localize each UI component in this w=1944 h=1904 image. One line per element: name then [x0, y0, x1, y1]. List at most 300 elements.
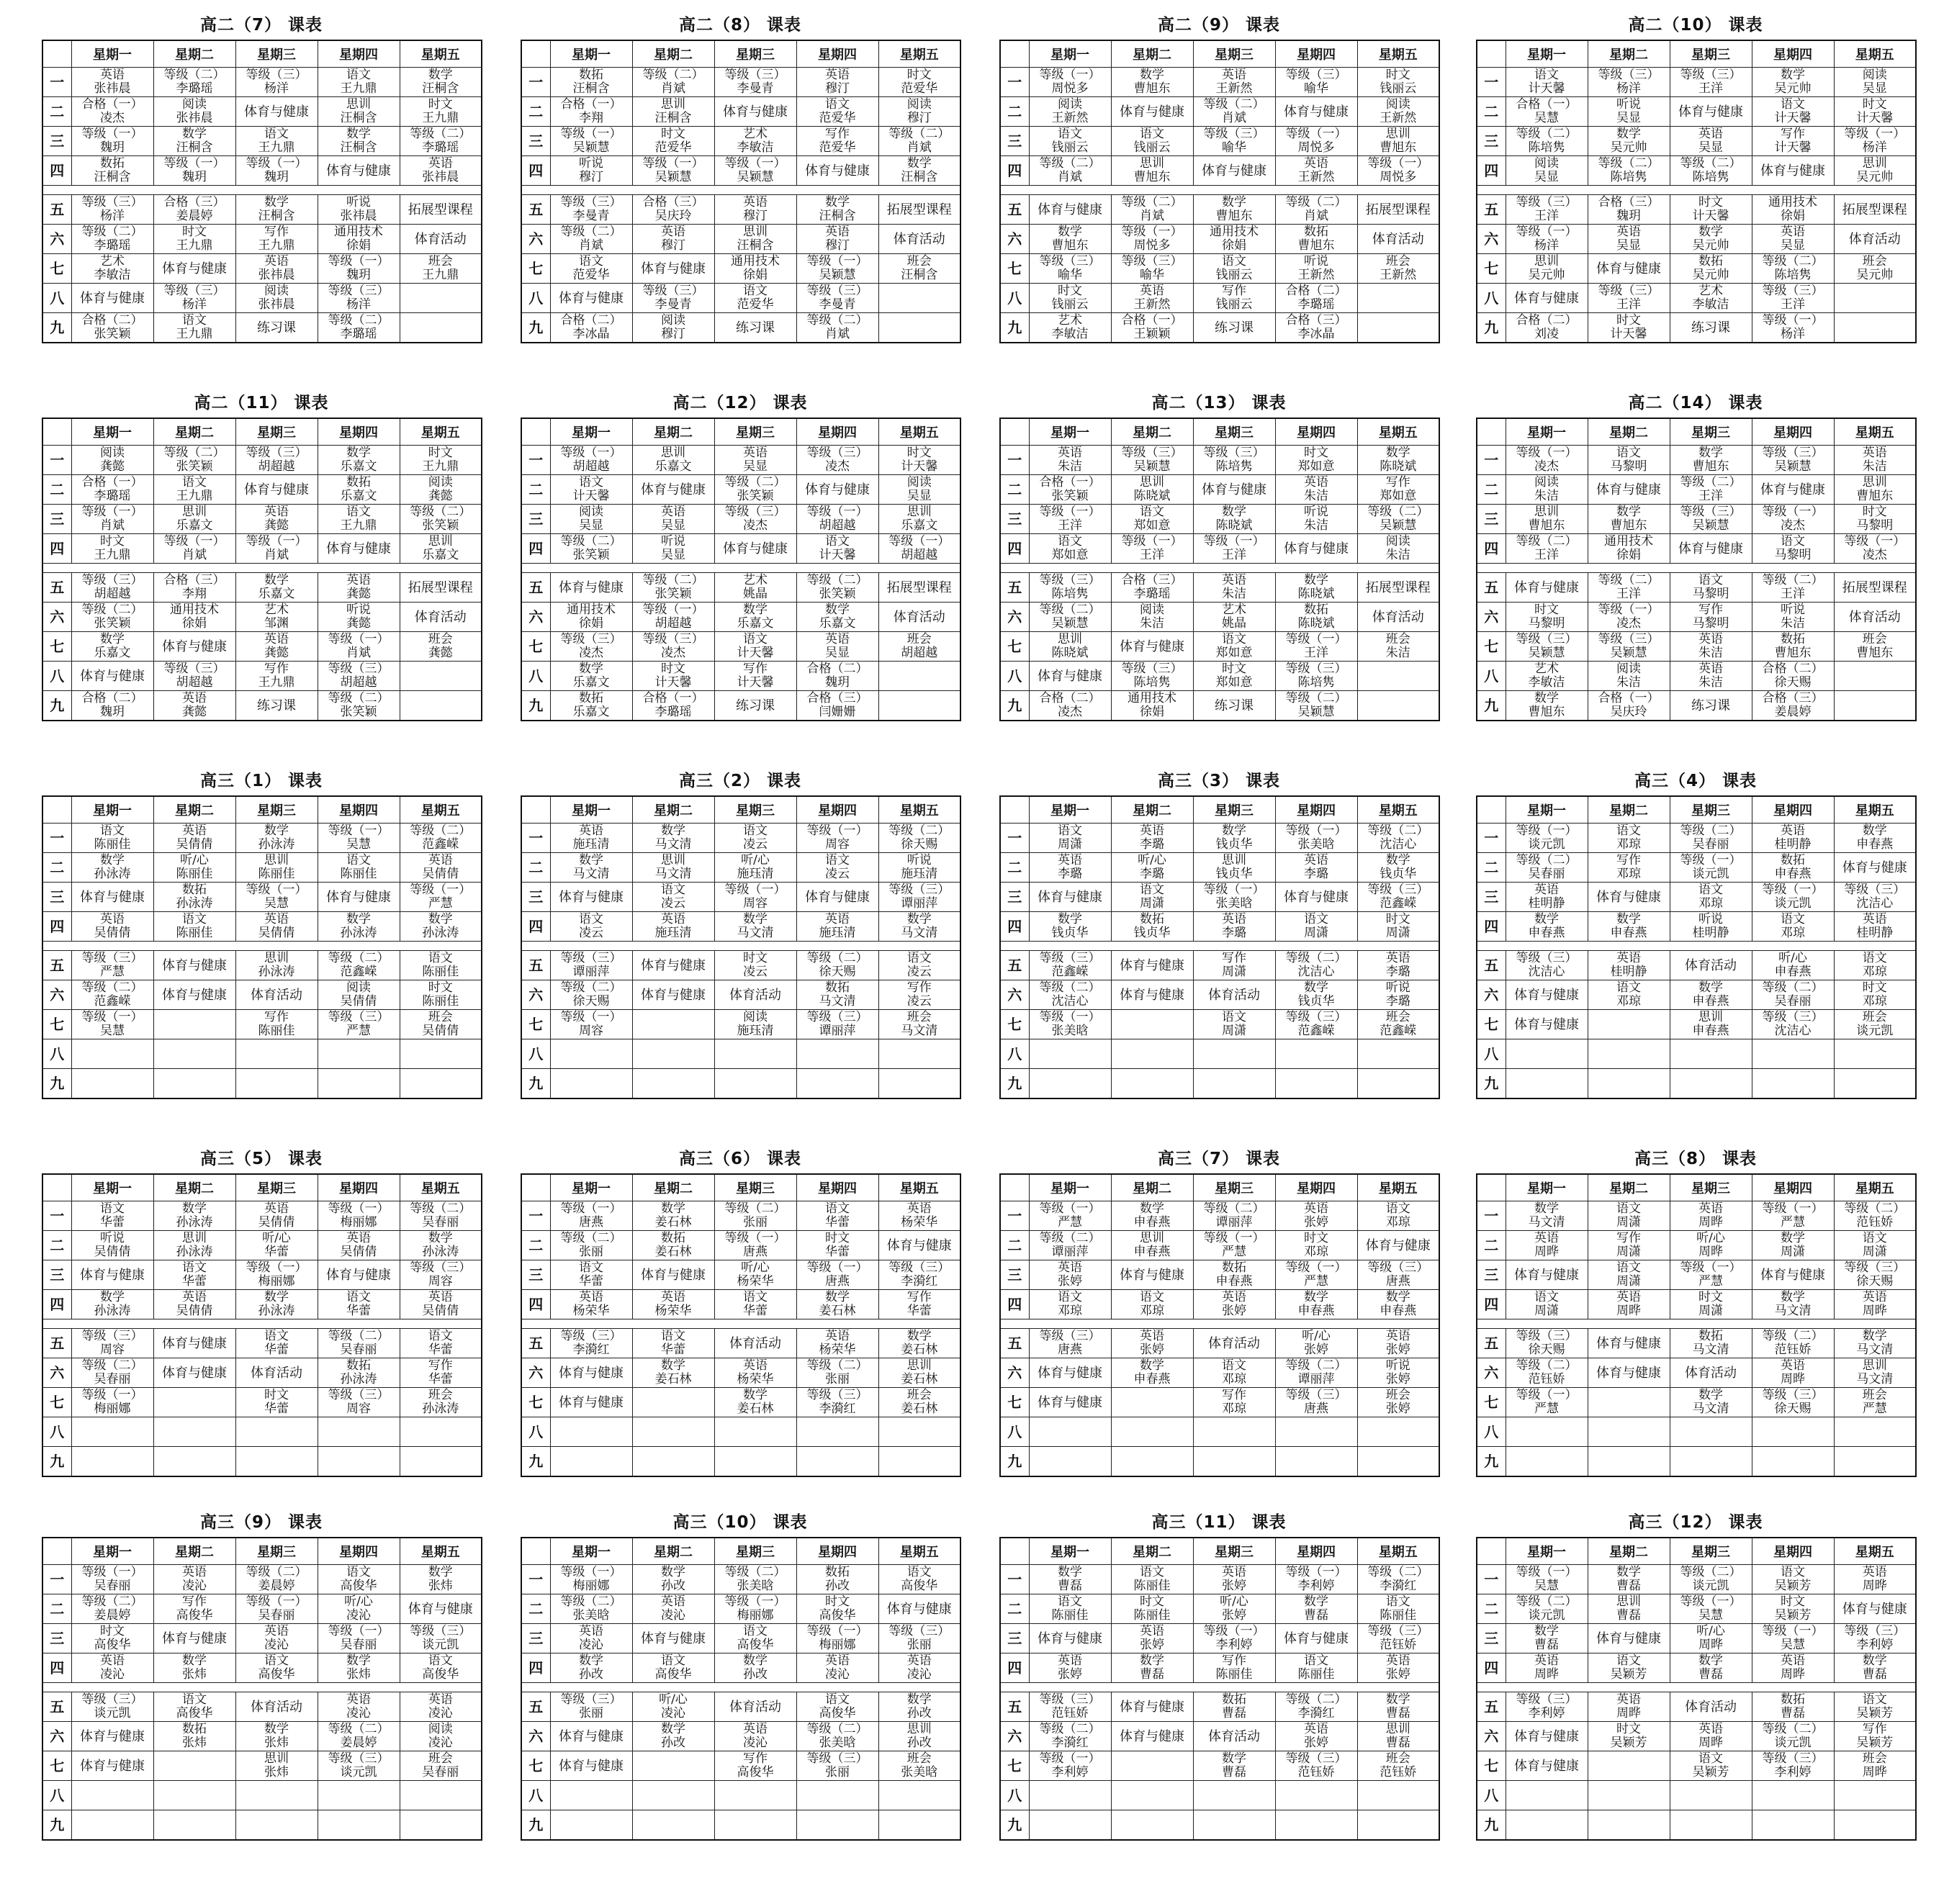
lesson-cell: [796, 225, 878, 254]
lesson-teacher: 钱丽云: [1051, 297, 1089, 312]
day-header: 星期一: [1029, 40, 1111, 68]
lesson-subject: 思训: [1534, 254, 1559, 269]
lesson-subject: 艺术: [1058, 313, 1082, 328]
period-row: [42, 1653, 482, 1683]
lesson-cell: [1588, 68, 1670, 97]
lesson-subject: [714, 1039, 796, 1069]
lesson-teacher: 范爱华: [901, 81, 938, 96]
lesson-teacher: 穆汀: [743, 209, 768, 223]
lesson-teacher: 申春燕: [1692, 1024, 1729, 1038]
day-header: 星期二: [632, 1538, 714, 1565]
lesson-cell: [400, 1358, 482, 1388]
period-label: 二: [521, 475, 550, 505]
lesson-teacher: 凌杰: [100, 111, 125, 125]
lesson-cell: [1275, 446, 1357, 475]
lesson-subject: 体育与健康: [153, 951, 235, 980]
lesson-teacher: 王新然: [1297, 268, 1335, 282]
period-label: 九: [521, 1069, 550, 1099]
lesson-teacher: 徐天赐: [1528, 1343, 1565, 1357]
lesson-subject: 体育与健康: [550, 1388, 632, 1417]
lesson-teacher: 钱丽云: [1380, 81, 1417, 96]
lesson-subject: [153, 1010, 235, 1039]
lesson-teacher: 吴元帅: [1856, 170, 1894, 184]
lesson-teacher: 凌杰: [1781, 518, 1805, 533]
lesson-cell: [878, 97, 960, 127]
lesson-teacher: 凌杰: [1058, 705, 1082, 719]
lesson-teacher: 周潇: [1616, 1215, 1641, 1230]
lesson-subject: 等级（三）: [806, 284, 868, 298]
period-label: 一: [42, 1201, 71, 1231]
lesson-subject: 语文: [1140, 1290, 1164, 1304]
lesson-cell: [1588, 912, 1670, 942]
lesson-subject: 体育与健康: [1029, 195, 1111, 225]
schedule-title: 高三（6） 课表: [678, 1150, 801, 1168]
lesson-cell: [400, 1565, 482, 1594]
period-label: 三: [1477, 127, 1506, 156]
lesson-cell: [235, 632, 318, 662]
lesson-cell: [1752, 691, 1834, 721]
lesson-subject: 语文: [1781, 1565, 1805, 1579]
lesson-subject: 听说: [1304, 254, 1328, 269]
day-header: 星期五: [878, 1538, 960, 1565]
period-row: [1477, 980, 1916, 1010]
lesson-subject: 等级（二）: [1762, 980, 1824, 995]
lesson-subject: 合格（三）: [1285, 313, 1347, 328]
lesson-subject: 数学: [1616, 912, 1641, 926]
lesson-subject: 体育与健康: [1506, 284, 1588, 313]
period-row: [1000, 951, 1439, 980]
lesson-subject: 等级（二）: [1367, 824, 1429, 838]
lesson-subject: 体育活动: [878, 603, 960, 632]
lesson-teacher: 肖斌: [1304, 209, 1328, 223]
period-row: [521, 1069, 960, 1099]
period-row: [1477, 1231, 1916, 1260]
lesson-subject: 英语: [1058, 1260, 1082, 1275]
lesson-teacher: 申春燕: [1610, 926, 1647, 940]
lesson-cell: [235, 912, 318, 942]
break-cell: [521, 942, 960, 951]
lesson-cell: [1752, 68, 1834, 97]
lesson-teacher: 陈丽佳: [1297, 1667, 1335, 1682]
lesson-subject: [1752, 1781, 1834, 1810]
lesson-cell: [1357, 1388, 1439, 1417]
lesson-subject: 英语: [825, 225, 850, 239]
lesson-cell: [153, 573, 235, 603]
lesson-subject: 体育与健康: [1670, 97, 1752, 127]
lesson-subject: 英语: [1304, 475, 1328, 489]
lesson-subject: 体育与健康: [1588, 883, 1670, 912]
period-row: [42, 1417, 482, 1447]
lesson-subject: 数学: [264, 824, 289, 838]
lesson-cell: [1275, 127, 1357, 156]
lesson-teacher: 徐天赐: [1774, 675, 1812, 690]
lesson-subject: 思训: [1862, 475, 1887, 489]
lesson-teacher: 邓琼: [1781, 926, 1805, 940]
lesson-teacher: 周容: [428, 1274, 453, 1289]
lesson-subject: [1111, 1069, 1193, 1099]
corner-cell: [521, 418, 550, 446]
lesson-cell: [550, 951, 632, 980]
lesson-subject: 艺术: [743, 573, 768, 587]
period-row: [42, 156, 482, 186]
period-row: [1477, 1039, 1916, 1069]
lesson-subject: 等级（三）: [1844, 1260, 1906, 1275]
lesson-subject: 英语: [100, 68, 125, 82]
period-label: 七: [521, 254, 550, 284]
lesson-cell: [235, 853, 318, 883]
lesson-teacher: 龚懿: [428, 489, 453, 503]
lesson-teacher: 杨荣华: [737, 1372, 774, 1386]
day-header: 星期一: [1029, 418, 1111, 446]
lesson-cell: [235, 1594, 318, 1624]
lesson-subject: 时文: [1058, 284, 1082, 298]
lesson-teacher: 范爱华: [737, 297, 774, 312]
lesson-teacher: 孙改: [743, 1667, 768, 1682]
lesson-subject: 语文: [182, 1260, 207, 1275]
lesson-teacher: 邓琼: [1862, 965, 1887, 979]
lesson-subject: 体育与健康: [550, 1722, 632, 1751]
lesson-cell: [1506, 853, 1588, 883]
lesson-teacher: 周潇: [1781, 1245, 1805, 1259]
lesson-cell: [1111, 313, 1193, 343]
lesson-teacher: 张婷: [1304, 1215, 1328, 1230]
lesson-teacher: 高俊华: [176, 1706, 213, 1720]
lesson-subject: 写作: [428, 1358, 453, 1373]
lesson-subject: [1506, 1039, 1588, 1069]
lesson-teacher: 陈培隽: [1774, 268, 1812, 282]
lesson-subject: 等级（三）: [81, 573, 143, 587]
period-label: 三: [42, 1624, 71, 1653]
lesson-subject: 体育与健康: [71, 1260, 153, 1290]
lesson-teacher: 汪桐含: [901, 268, 938, 282]
lesson-subject: 时文: [906, 68, 932, 82]
period-row: [42, 1039, 482, 1069]
period-label: 六: [42, 603, 71, 632]
lesson-teacher: 杨洋: [1534, 238, 1559, 253]
lesson-subject: 数学: [1616, 127, 1641, 141]
lesson-cell: [71, 1388, 153, 1417]
lesson-teacher: 吴显: [743, 459, 768, 474]
lesson-teacher: 谈元凯: [1692, 1579, 1729, 1593]
lesson-cell: [1357, 853, 1439, 883]
lesson-subject: 英语: [1534, 883, 1559, 897]
lesson-cell: [1111, 195, 1193, 225]
lesson-teacher: 吴颖慧: [1692, 518, 1729, 533]
lesson-teacher: 吴春丽: [422, 1765, 459, 1779]
period-row: [42, 883, 482, 912]
lesson-subject: 语文: [1385, 1594, 1410, 1609]
period-row: [521, 1329, 960, 1358]
lesson-subject: 听说: [346, 195, 371, 209]
period-label: 六: [1000, 225, 1029, 254]
lesson-teacher: 孙泳涛: [340, 1372, 377, 1386]
lesson-subject: 等级（一）: [560, 127, 622, 141]
class-schedule: [42, 767, 481, 1099]
lesson-teacher: 周晔: [1862, 1765, 1887, 1779]
break-cell: [1000, 942, 1439, 951]
day-header: 星期二: [1588, 1538, 1670, 1565]
lesson-cell: [1275, 475, 1357, 505]
lesson-cell: [550, 156, 632, 186]
lesson-teacher: 陈丽佳: [94, 837, 131, 852]
lesson-subject: 通用技术: [170, 603, 219, 617]
lesson-teacher: 陈丽佳: [1051, 1608, 1089, 1623]
lesson-cell: [1752, 912, 1834, 942]
lesson-cell: [71, 1231, 153, 1260]
lesson-teacher: 谭丽萍: [901, 896, 938, 911]
lesson-cell: [550, 853, 632, 883]
period-label: 八: [1000, 1781, 1029, 1810]
period-row: [1477, 883, 1916, 912]
lesson-subject: 等级（二）: [1516, 1358, 1578, 1373]
lesson-teacher: 凌沁: [743, 1736, 768, 1750]
lesson-cell: [1111, 824, 1193, 853]
lesson-subject: [153, 1447, 235, 1477]
lesson-cell: [550, 1201, 632, 1231]
lesson-subject: 英语: [661, 505, 685, 519]
lesson-subject: 英语: [428, 156, 453, 171]
lesson-teacher: 施珏清: [572, 837, 610, 852]
lesson-subject: 等级（一）: [1285, 632, 1347, 646]
lesson-subject: 等级（二）: [1285, 195, 1347, 209]
lesson-cell: [1670, 156, 1752, 186]
lesson-cell: [632, 662, 714, 691]
lesson-cell: [1834, 951, 1916, 980]
period-label: 五: [521, 195, 550, 225]
day-header: 星期五: [1834, 796, 1916, 824]
lesson-subject: 等级（三）: [806, 1751, 868, 1766]
period-row: [521, 284, 960, 313]
lesson-teacher: 陈丽佳: [258, 867, 295, 881]
lesson-teacher: 汪桐含: [901, 170, 938, 184]
lesson-subject: 思训: [264, 853, 289, 867]
lesson-cell: [1275, 980, 1357, 1010]
period-row: [1000, 475, 1439, 505]
lesson-subject: 英语: [1140, 284, 1164, 298]
lesson-subject: 数学: [1698, 446, 1723, 460]
lesson-subject: 等级（三）: [1285, 1388, 1347, 1402]
lesson-cell: [1588, 1594, 1670, 1624]
lesson-cell: [1834, 1329, 1916, 1358]
lesson-cell: [1029, 313, 1111, 343]
schedule-table: [521, 418, 961, 721]
lesson-subject: 等级（三）: [560, 632, 622, 646]
lesson-subject: 等级（二）: [1598, 573, 1660, 587]
lesson-subject: 语文: [1534, 68, 1559, 82]
lesson-cell: [235, 1231, 318, 1260]
lesson-cell: [400, 980, 482, 1010]
lesson-subject: 英语: [1222, 573, 1246, 587]
lesson-teacher: 沈洁心: [1774, 1024, 1812, 1038]
lesson-teacher: 周晔: [1698, 1215, 1723, 1230]
lesson-cell: [318, 1201, 400, 1231]
lesson-subject: 等级（二）: [806, 1722, 868, 1736]
lesson-subject: 合格（一）: [642, 691, 704, 705]
lesson-teacher: 龚懿: [264, 646, 289, 660]
day-header: 星期三: [1670, 1174, 1752, 1201]
lesson-subject: 体育与健康: [550, 883, 632, 912]
lesson-subject: 语文: [182, 1692, 207, 1707]
lesson-cell: [153, 1692, 235, 1722]
lesson-subject: 等级（三）: [328, 1751, 390, 1766]
period-row: [1000, 68, 1439, 97]
lesson-teacher: 姜石林: [654, 1372, 692, 1386]
lesson-cell: [1752, 980, 1834, 1010]
lesson-subject: [400, 1417, 482, 1447]
lesson-cell: [318, 1565, 400, 1594]
lesson-subject: [235, 1810, 318, 1841]
lesson-teacher: 朱洁: [1862, 459, 1887, 474]
lesson-subject: [632, 1417, 714, 1447]
period-row: [1000, 1810, 1439, 1841]
lesson-teacher: 凌沁: [661, 1608, 685, 1623]
period-label: 二: [42, 1231, 71, 1260]
lesson-teacher: 张婷: [1385, 1402, 1410, 1416]
lesson-subject: 等级（一）: [1039, 505, 1101, 519]
lesson-subject: 体育与健康: [1275, 883, 1357, 912]
lesson-teacher: 吴倩倩: [422, 867, 459, 881]
lesson-cell: [1029, 97, 1111, 127]
lesson-teacher: 吴颖芳: [1692, 1765, 1729, 1779]
lesson-subject: 体育与健康: [550, 573, 632, 603]
lesson-cell: [550, 68, 632, 97]
lesson-cell: [714, 284, 796, 313]
lesson-cell: [1752, 1565, 1834, 1594]
lesson-cell: [1357, 824, 1439, 853]
lesson-subject: 等级（二）: [246, 1565, 307, 1579]
lesson-subject: 数学: [743, 912, 768, 926]
lesson-subject: 数学: [1616, 1565, 1641, 1579]
break-cell: [42, 942, 482, 951]
lesson-subject: 等级（二）: [1680, 156, 1742, 171]
lesson-subject: 时文: [1698, 195, 1723, 209]
lesson-cell: [1506, 1201, 1588, 1231]
lesson-subject: 语文: [1698, 573, 1723, 587]
lesson-cell: [1506, 505, 1588, 534]
lesson-teacher: 陈丽佳: [176, 926, 213, 940]
lesson-cell: [1752, 1751, 1834, 1781]
lesson-subject: 数学: [182, 1653, 207, 1668]
lesson-cell: [632, 534, 714, 564]
lesson-subject: 语文: [182, 475, 207, 489]
lesson-cell: [1588, 824, 1670, 853]
day-header: 星期五: [400, 796, 482, 824]
lesson-subject: 英语: [1222, 68, 1246, 82]
lesson-cell: [714, 1231, 796, 1260]
lesson-cell: [1752, 573, 1834, 603]
lesson-teacher: 陈晓斌: [1051, 646, 1089, 660]
lesson-subject: 体育与健康: [714, 534, 796, 564]
period-label: 九: [1000, 1447, 1029, 1477]
lesson-subject: 等级（一）: [1762, 1624, 1824, 1638]
lesson-subject: 体育与健康: [1111, 632, 1193, 662]
period-row: [42, 1358, 482, 1388]
schedule-table: [999, 418, 1440, 721]
schedule-title: 高三（8） 课表: [1634, 1150, 1757, 1168]
lesson-subject: 数学: [743, 1653, 768, 1668]
period-label: 六: [521, 603, 550, 632]
lesson-cell: [878, 1388, 960, 1417]
lesson-subject: 时文: [1385, 912, 1410, 926]
lesson-teacher: 吴倩倩: [422, 1304, 459, 1318]
lesson-cell: [796, 1653, 878, 1683]
period-row: [1477, 1010, 1916, 1039]
lesson-subject: [1111, 1781, 1193, 1810]
lesson-subject: 语文: [1616, 1201, 1641, 1216]
period-label: 五: [42, 195, 71, 225]
lesson-cell: [153, 1260, 235, 1290]
lesson-teacher: 周晔: [1698, 1245, 1723, 1259]
period-label: 九: [521, 691, 550, 721]
period-label: 三: [42, 883, 71, 912]
period-label: 四: [42, 534, 71, 564]
day-header: 星期五: [1834, 1174, 1916, 1201]
lesson-teacher: 华蕾: [825, 1245, 850, 1259]
period-row: [1000, 912, 1439, 942]
lesson-teacher: 周晔: [1616, 1706, 1641, 1720]
lesson-subject: 英语: [825, 1329, 850, 1343]
lesson-teacher: 张美晗: [737, 1579, 774, 1593]
lesson-subject: 等级（二）: [1121, 195, 1183, 209]
lesson-cell: [1834, 534, 1916, 564]
lesson-subject: 等级（一）: [560, 1565, 622, 1579]
corner-cell: [1000, 40, 1029, 68]
lesson-cell: [1834, 632, 1916, 662]
lesson-subject: 语文: [264, 1653, 289, 1668]
period-row: [42, 662, 482, 691]
lesson-teacher: 吴颖芳: [1610, 1667, 1647, 1682]
lesson-teacher: 梅丽娜: [819, 1638, 856, 1652]
lesson-subject: 英语: [1698, 1201, 1723, 1216]
period-row: [1000, 313, 1439, 343]
lesson-teacher: 申春燕: [1215, 1274, 1253, 1289]
lesson-teacher: 王九鼎: [94, 548, 131, 562]
lesson-cell: [1357, 980, 1439, 1010]
lesson-teacher: 马黎明: [1856, 518, 1894, 533]
lesson-teacher: 申春燕: [1297, 1304, 1335, 1318]
lesson-subject: [1752, 1417, 1834, 1447]
lesson-subject: 数学: [661, 1358, 685, 1373]
period-label: 四: [42, 912, 71, 942]
lesson-subject: 等级（三）: [328, 1388, 390, 1402]
lesson-teacher: 范爱华: [572, 268, 610, 282]
lesson-cell: [71, 195, 153, 225]
lesson-cell: [1588, 603, 1670, 632]
lesson-subject: 时文: [1781, 1594, 1805, 1609]
lesson-teacher: 张笑颖: [1051, 489, 1089, 503]
lesson-subject: 等级（一）: [1598, 603, 1660, 617]
lesson-teacher: 邓琼: [1140, 1304, 1164, 1318]
period-row: [42, 1329, 482, 1358]
lesson-cell: [1275, 603, 1357, 632]
day-header: 星期二: [632, 40, 714, 68]
lesson-teacher: 胡超越: [572, 459, 610, 474]
lesson-teacher: 陈丽佳: [422, 965, 459, 979]
period-label: 九: [1000, 1069, 1029, 1099]
lesson-teacher: 严慧: [346, 1024, 371, 1038]
lesson-teacher: 孙改: [661, 1736, 685, 1750]
period-row: [521, 573, 960, 603]
lesson-teacher: 钱丽云: [1215, 268, 1253, 282]
lesson-cell: [1029, 951, 1111, 980]
lesson-subject: 等级（二）: [1203, 97, 1265, 112]
lesson-teacher: 陈丽佳: [1133, 1608, 1171, 1623]
lesson-cell: [1111, 1358, 1193, 1388]
day-header: 星期五: [400, 1174, 482, 1201]
lesson-subject: 等级（二）: [1762, 1722, 1824, 1736]
lesson-cell: [400, 1290, 482, 1319]
break-cell: [42, 1683, 482, 1692]
